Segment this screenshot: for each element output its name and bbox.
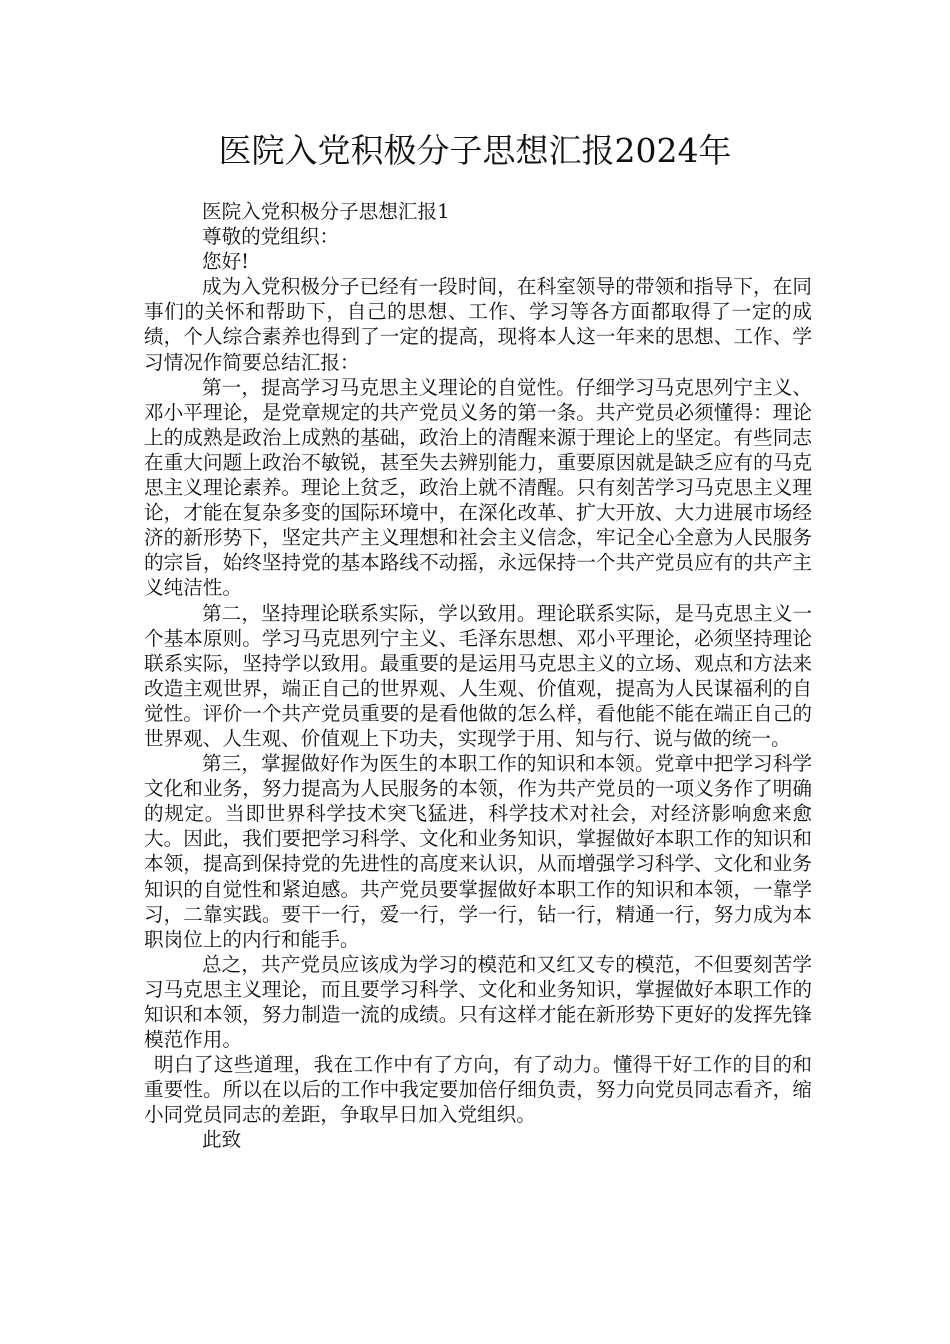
paragraph-intro: 成为入党积极分子已经有一段时间，在科室领导的带领和指导下，在同事们的关怀和帮助下，自己的思想、工作、学习等各方面都取得了一定的成绩，个人综合素养也得到了一定的提高，现将本人这一年来的思想、工作、学习情况作简要总结汇报： (144, 275, 812, 374)
paragraph-second-point: 第二，坚持理论联系实际，学以致用。理论联系实际，是马克思主义一个基本原则。学习马克思列宁主义、毛泽东思想、邓小平理论，必须坚持理论联系实际，坚持学以致用。最重要的是运用马克思主义的立场、观点和方法来改造主观世界，端正自己的世界观、人生观、价值观，提高为人民谋福利的自觉性。评价一个共产党员重要的是看他做的怎么样，看他能不能在端正自己的世界观、人生观、价值观上下功夫，实现学于用、知与行、说与做的统一。 (144, 601, 812, 750)
document-body (144, 199, 812, 1153)
closing: 此致 (202, 1128, 242, 1152)
paragraph-first-point: 第一，提高学习马克思主义理论的自觉性。仔细学习马克思列宁主义、邓小平理论，是党章规定的共产党员义务的第一条。共产党员必须懂得：理论上的成熟是政治上成熟的基础，政治上的清醒来源于理论上的坚定。有些同志在重大问题上政治不敏锐，甚至失去辨别能力，重要原因就是缺乏应有的马克思主义理论素养。理论上贫乏，政治上就不清醒。只有刻苦学习马克思主义理论，才能在复杂多变的国际环境中，在深化改革、扩大开放、大力进展市场经济的新形势下，坚定共产主义理想和社会主义信念，牢记全心全意为人民服务的宗旨，始终坚持党的基本路线不动摇，永远保持一个共产党员应有的共产主义纯洁性。 (144, 375, 812, 600)
paragraph-third-point: 第三，掌握做好作为医生的本职工作的知识和本领。党章中把学习科学文化和业务，努力提高为人民服务的本领，作为共产党员的一项义务作了明确的规定。当即世界科学技术突飞猛进，科学技术对社会，对经济影响愈来愈大。因此，我们要把学习科学、文化和业务知识，掌握做好本职工作的知识和本领，提高到保持党的先进性的高度来认识，从而增强学习科学、文化和业务知识的自觉性和紧迫感。共产党员要掌握做好本职工作的知识和本领，一靠学习，二靠实践。要干一行，爱一行，学一行，钻一行，精通一行，努力成为本职岗位上的内行和能手。 (144, 752, 812, 951)
greeting: 您好! (202, 250, 250, 274)
paragraph-conclusion: 明白了这些道理，我在工作中有了方向，有了动力。懂得干好工作的目的和重要性。所以在以后的工作中我定要加倍仔细负责，努力向党员同志看齐，缩小同党员同志的差距，争取早日加入党组织。 (144, 1053, 812, 1127)
report-subtitle: 医院入党积极分子思想汇报1 (202, 200, 450, 223)
paragraph-summary: 总之，共产党员应该成为学习的模范和又红又专的模范，不但要刻苦学习马克思主义理论，而且要学习科学、文化和业务知识，掌握做好本职工作的知识和本领，努力制造一流的成绩。只有这样才能在新形势下更好的发挥先锋模范作用。 (144, 952, 812, 1052)
document-title: 医院入党积极分子思想汇报2024年 (218, 131, 732, 170)
salutation: 尊敬的党组织： (202, 225, 340, 249)
